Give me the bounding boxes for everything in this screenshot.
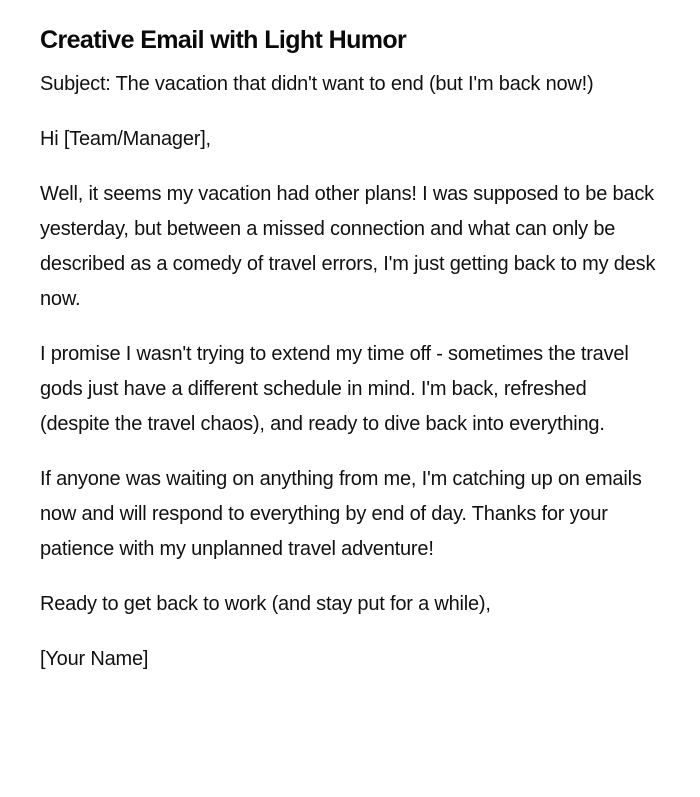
body-paragraph-3: If anyone was waiting on anything from me, I'm catching up on emails now and will respond to everything by end of day. Thanks for your patience with my unplanned travel adventure! xyxy=(40,468,642,560)
page-title: Creative Email with Light Humor xyxy=(40,26,407,54)
email-closing: Ready to get back to work (and stay put for a while), xyxy=(40,593,491,615)
email-subject: Subject: The vacation that didn't want to end (but I'm back now!) xyxy=(40,73,594,95)
email-signature: [Your Name] xyxy=(40,648,149,670)
email-greeting: Hi [Team/Manager], xyxy=(40,128,211,150)
body-paragraph-1: Well, it seems my vacation had other plans! I was supposed to be back yesterday, but between a missed connection and what can only be described as a comedy of travel errors, I'm just getting back to my desk now. xyxy=(40,183,656,310)
body-paragraph-2: I promise I wasn't trying to extend my time off - sometimes the travel gods just have a different schedule in mind. I'm back, refreshed (despite the travel chaos), and ready to dive back into everything. xyxy=(40,343,629,435)
